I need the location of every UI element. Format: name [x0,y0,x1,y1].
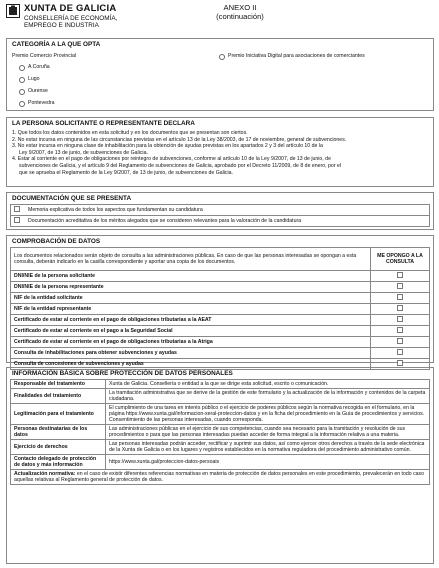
oppose-cell [371,348,430,359]
declaration-item: 2. No estar incursa en ninguna de las circunstancias previstas en el artículo 13 de la Ley 38/2003, de 17 de noviembre, general de subvenciones. [12,136,347,143]
verification-label: Certificado de estar al corriente en el pago a la Seguridad Social [11,326,371,337]
declaration-item: 3. No estar incursa en ninguna clase de inhabilitación para la obtención de ayudas previstas en los apartados 2 y 3 del artículo 10 de la [12,143,323,150]
protection-label: Finalidades del tratamiento [11,389,106,404]
section-title: CATEGORÍA A LA QUE OPTA [12,41,101,48]
verification-label: NIF de la entidad representante [11,304,371,315]
oppose-checkbox[interactable] [397,272,403,278]
protection-value: El cumplimiento de una tarea en interés público o el ejercicio de poderes públicos según la normativa recogida en el formulario, en la página https://www.xunta.gal/informacion-xeral-proteccion-datos y en la ficha del procedimiento en la Guía de procedimientos y servicios. Consentimiento de las personas interesadas, cuando corresponda. [106,404,430,425]
protection-row [11,380,430,389]
verification-label: Consulta de inhabilitaciones para obtener subvenciones y ayudas [11,348,371,359]
oppose-checkbox[interactable] [397,338,403,344]
memoria-checkbox[interactable] [14,206,20,212]
protection-value: Las personas interesadas podrán acceder, rectificar y suprimir sus datos, así como ejercer otros derechos a través de la sede electrónica de la Xunta de Galicia o en los lugares y registros establecidos en la normativa reguladora del procedimiento administrativo común. [106,440,430,455]
xunta-logo-icon [6,4,20,18]
doc-label: Documentación acreditativa de los méritos alegados que se consideren relevantes para la valoración de la candidatura [25,216,430,227]
verification-row [11,304,430,315]
meritos-checkbox[interactable] [14,217,20,223]
oppose-checkbox[interactable] [397,305,403,311]
protection-value: Las administraciones públicas en el ejercicio de sus competencias, cuando sea necesario para la tramitación y resolución de sus procedimientos o para que las personas interesadas puedan acceder de forma integral a la información relativa a una materia. [106,425,430,440]
category-section [6,38,434,111]
oppose-cell [371,282,430,293]
oppose-checkbox[interactable] [397,294,403,300]
oppose-checkbox[interactable] [397,283,403,289]
protection-label: Legitimación para el tratamiento [11,404,106,425]
verification-row [11,326,430,337]
verification-row [11,315,430,326]
verification-label: DNI/NIE de la persona representante [11,282,371,293]
section-title: LA PERSONA SOLICITANTE O REPRESENTANTE DECLARA [12,120,195,127]
verification-label: Certificado de estar al corriente en el pago de obligaciones tributarias a la AEAT [11,315,371,326]
documentation-table [10,204,430,227]
verification-label: DNI/NIE de la persona solicitante [11,271,371,282]
normative-update-label: Actualización normativa: [14,471,76,477]
oppose-cell [371,315,430,326]
protection-label: Ejercicio de derechos [11,440,106,455]
normative-update [11,470,430,485]
declaration-list [12,130,430,176]
protection-footer-row [11,470,430,485]
radio-a-coruna[interactable] [19,65,25,71]
protection-value[interactable]: https://www.xunta.gal/proteccion-datos-persoais [106,455,430,470]
verification-row [11,337,430,348]
data-protection-table [10,379,430,485]
data-verification-section [6,235,434,367]
radio-lugo[interactable] [19,77,25,83]
province-label: Ourense [28,88,48,94]
declaration-item: 4. Estar al corriente en el pago de obligaciones por reintegro de subvenciones, conforme al artículo 10 de la Ley 9/2007, de 13 de junio, de [12,156,331,163]
doc-checkbox-cell [11,216,26,227]
data-protection-section [6,367,434,564]
documentation-row [11,205,430,216]
declaration-item: subvenciones de Galicia, y el artículo 9 del Reglamento de subvenciones de Galicia, aprobado por el Decreto 11/2009, de 8 de enero, por el [19,162,342,169]
annex-heading [200,3,280,21]
protection-row [11,425,430,440]
protection-value: Xunta de Galicia. Consellería o entidad a la que se dirige esta solicitud, escrito o comunicación. [106,380,430,389]
verification-row [11,282,430,293]
option-digital-label: Premio Iniciativa Digital para asociaciones de comerciantes [228,53,365,59]
protection-label: Contacto delegado de protección de datos y más información [11,455,106,470]
verification-intro: Los documentos relacionados serán objeto de consulta a las administraciones públicas. En caso de que las personas interesadas se opongan a esta consulta, deberán indicarlo en la casilla correspondiente y aportar una copia de los documentos. [11,248,371,271]
doc-checkbox-cell [11,205,26,216]
protection-row [11,389,430,404]
protection-row [11,440,430,455]
province-label: A Coruña [28,64,50,70]
documentation-section [6,192,434,230]
verification-row [11,293,430,304]
option-provincial-label: Premio Comercio Provincial [12,53,76,59]
oppose-cell [371,271,430,282]
oppose-checkbox[interactable] [397,349,403,355]
annex-title: ANEXO II [223,3,257,12]
annex-subtitle: (continuación) [216,12,264,21]
oppose-cell [371,326,430,337]
declaration-item: 1. Que todos los datos contenidos en esta solicitud y en los documentos que se presentan son ciertos. [12,130,248,136]
dept-line1: CONSELLERÍA DE ECONOMÍA, [24,15,118,22]
oppose-checkbox[interactable] [397,360,403,366]
oppose-cell [371,304,430,315]
radio-pontevedra[interactable] [19,101,25,107]
radio-ourense[interactable] [19,89,25,95]
oppose-checkbox[interactable] [397,316,403,322]
documentation-row [11,216,430,227]
oppose-cell [371,293,430,304]
protection-value: La tramitación administrativa que se derive de la gestión de este formulario y la actualización de la información y contenidos de la carpeta ciudadana. [106,389,430,404]
verification-label: Certificado de estar al corriente en el pago de obligaciones tributarias a la Atriga [11,337,371,348]
protection-row [11,455,430,470]
province-label: Lugo [28,76,40,82]
declaration-section [6,117,434,187]
verification-label: NIF de la entidad solicitante [11,293,371,304]
normative-update-text: en el caso de existir diferentes referencias normativas en materia de protección de datos personales en este procedimiento, prevalecerán en todo caso aquellas relativas al Reglamento general de protección de datos. [14,471,425,483]
oppose-cell [371,337,430,348]
declaration-item: que se aprueba el Reglamento de la Ley 9/2007, de 13 de junio, de subvenciones de Galicia. [19,169,233,176]
verification-row [11,348,430,359]
protection-row [11,404,430,425]
doc-label: Memoria explicativa de todos los aspectos que fundamentan su candidatura [25,205,430,216]
declaration-item: Ley 9/2007, de 13 de junio, de subvenciones de Galicia. [19,149,148,156]
verification-table [10,247,430,370]
section-title: INFORMACIÓN BÁSICA SOBRE PROTECCIÓN DE DATOS PERSONALES [12,370,233,377]
dept-line2: EMPREGO E INDUSTRIA [24,22,99,30]
oppose-checkbox[interactable] [397,327,403,333]
protection-label: Personas destinatarias de los datos [11,425,106,440]
logo-text: XUNTA DE GALICIA [24,3,117,14]
protection-label: Responsable del tratamiento [11,380,106,389]
section-title: DOCUMENTACIÓN QUE SE PRESENTA [12,195,132,202]
radio-digital-premium[interactable] [219,54,225,60]
verification-header-row [11,248,430,271]
department-name [24,15,117,30]
section-title: COMPROBACIÓN DE DATOS [12,238,101,245]
verification-row [11,271,430,282]
verification-label: Consulta de concesiones de subvenciones y ayudas [11,359,371,370]
province-label: Pontevedra [28,100,55,106]
oppose-column-header: ME OPONGO A LA CONSULTA [371,248,430,271]
